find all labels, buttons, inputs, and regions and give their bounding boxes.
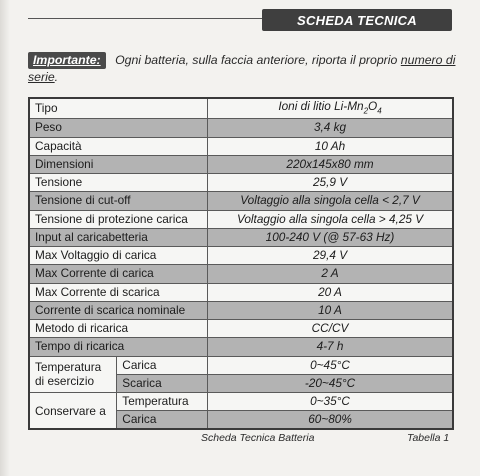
section-title: SCHEDA TECNICA	[262, 9, 452, 31]
operating-temp-label: Temperatura di esercizio	[29, 356, 117, 393]
table-row	[29, 356, 453, 374]
row-label: Max Voltaggio di carica	[29, 247, 208, 265]
table-row	[29, 98, 453, 119]
row-value: 29,4 V	[208, 247, 453, 265]
row-value: Voltaggio alla singola cella < 2,7 V	[208, 192, 453, 210]
row-value-type: Ioni di litio $Li-Mn_2O_4$	[208, 98, 453, 119]
table-row	[29, 119, 453, 137]
table-row	[29, 192, 453, 210]
important-label: Importante:	[28, 52, 106, 69]
table-row	[29, 301, 453, 319]
table-row	[29, 393, 453, 411]
sub-label: Carica	[117, 356, 208, 374]
row-label: Tensione	[29, 174, 208, 192]
storage-label: Conservare a	[29, 393, 117, 430]
row-label: Max Corrente di carica	[29, 265, 208, 283]
table-row	[29, 283, 453, 301]
row-label: Peso	[29, 119, 208, 137]
row-value: 100-240 V (@ 57-63 Hz)	[208, 228, 453, 246]
header-rule	[28, 18, 264, 19]
table-row	[29, 155, 453, 173]
sub-value: 0~35°C	[208, 393, 453, 411]
row-label: Metodo di ricarica	[29, 320, 208, 338]
row-value: CC/CV	[208, 320, 453, 338]
row-value: 25,9 V	[208, 174, 453, 192]
sub-label: Scarica	[117, 374, 208, 392]
row-value: Voltaggio alla singola cella > 4,25 V	[208, 210, 453, 228]
table-row	[29, 228, 453, 246]
sub-value: 0~45°C	[208, 356, 453, 374]
table-row	[29, 174, 453, 192]
row-value: 10 A	[208, 301, 453, 319]
row-label: Input al caricabetteria	[29, 228, 208, 246]
row-value: 10 Ah	[208, 137, 453, 155]
table-row	[29, 265, 453, 283]
row-label: Tempo di ricarica	[29, 338, 208, 356]
row-value: 20 A	[208, 283, 453, 301]
table-number: Tabella 1	[407, 432, 450, 444]
table-caption: Scheda Tecnica Batteria	[201, 432, 315, 444]
note-period: .	[54, 70, 59, 84]
table-row	[29, 137, 453, 155]
row-value: 220x145x80 mm	[208, 155, 453, 173]
row-value: 3,4 kg	[208, 119, 453, 137]
row-label: Tensione di protezione carica	[29, 210, 208, 228]
row-value: 2 A	[208, 265, 453, 283]
page-edge-shadow	[0, 0, 10, 476]
serial-number-phrase: numero di serie	[28, 53, 456, 84]
table-row	[29, 320, 453, 338]
important-note	[28, 52, 458, 86]
row-label: Dimensioni	[29, 155, 208, 173]
sub-value: 60~80%	[208, 411, 453, 429]
sub-value: -20~45°C	[208, 374, 453, 392]
row-label: Tensione di cut-off	[29, 192, 208, 210]
row-label: Max Corrente di scarica	[29, 283, 208, 301]
sub-label: Temperatura	[117, 393, 208, 411]
table-row	[29, 210, 453, 228]
table-row	[29, 247, 453, 265]
row-label: Capacità	[29, 137, 208, 155]
row-value: 4-7 h	[208, 338, 453, 356]
row-label: Tipo	[29, 98, 208, 119]
row-label: Corrente di scarica nominale	[29, 301, 208, 319]
note-text: Ogni batteria, sulla faccia anteriore, riporta il proprio	[115, 53, 398, 67]
spec-table	[28, 97, 454, 430]
table-row	[29, 338, 453, 356]
sub-label: Carica	[117, 411, 208, 429]
